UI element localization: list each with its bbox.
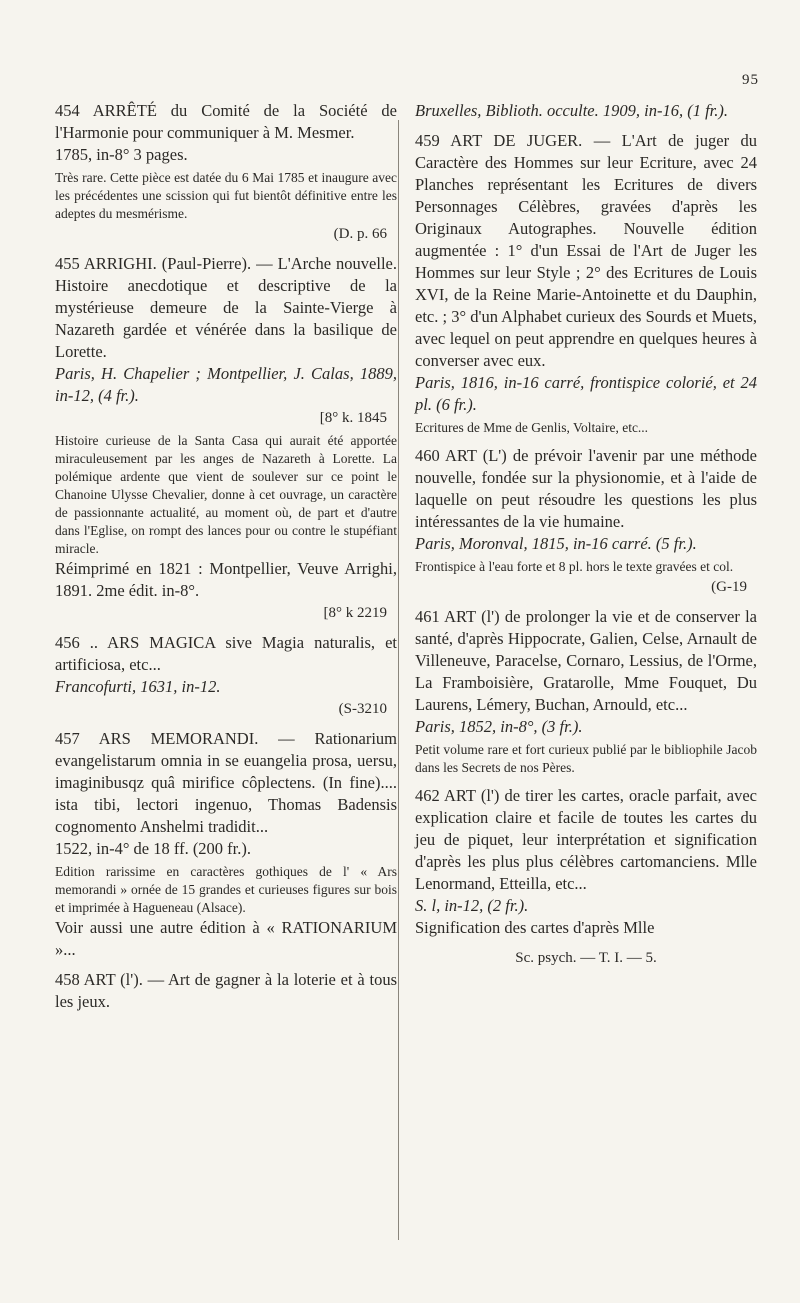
entry-460 xyxy=(415,445,757,598)
entry-number: 457 xyxy=(55,729,80,748)
column-divider xyxy=(398,120,399,1240)
right-column xyxy=(415,100,757,984)
entry-454 xyxy=(55,100,397,245)
entry-title: ARRIGHI. (Paul-Pierre). — L'Arche nouvelle. Histoire anecdotique et descriptive de la mystérieuse demeure de la Sainte-Vierge à Nazareth gardée et vénérée dans la basilique de Lorette. xyxy=(55,254,397,361)
entry-imprint: 1785, in-8° 3 pages. xyxy=(55,145,188,164)
entry-title: ART (L') de prévoir l'avenir par une méthode nouvelle, fondée sur la physionomie, et à l'aide de laquelle on peut résoudre les questions les plus intéressantes de la vie humaine. xyxy=(415,446,758,531)
entry-title: ARRÊTÉ du Comité de la Société de l'Harmonie pour communiquer à M. Mesmer. xyxy=(55,101,397,142)
entry-459 xyxy=(415,130,757,437)
entry-imprint: Paris, Moronval, 1815, in-16 carré. (5 fr.). xyxy=(415,534,697,553)
entry-continued-text: Signification des cartes d'après Mlle xyxy=(415,918,655,937)
entry-reprint: Réimprimé en 1821 : Montpellier, Veuve Arrighi, 1891. 2me édit. in-8°. xyxy=(55,559,397,600)
entry-number: 460 xyxy=(415,446,440,465)
entry-note: Petit volume rare et fort curieux publié par le bibliophile Jacob dans les Secrets de nos Pères. xyxy=(415,742,757,775)
entry-number: 462 xyxy=(415,786,440,805)
entry-imprint: Paris, H. Chapelier ; Montpellier, J. Calas, 1889, in-12, (4 fr.). xyxy=(55,364,397,405)
page-number: 95 xyxy=(742,72,759,88)
entry-456 xyxy=(55,632,397,720)
entry-note: Histoire curieuse de la Santa Casa qui aurait été apportée miraculeusement par les anges de Nazareth à Lorette. La polémique ardente que vient de soulever sur ce point le Chanoine Ulysse Chevalier, donne à cet ouvrage, un caractère de passionnante actualité, au moment où, de part et d'autre dans l'Eglise, on rompt des lances pour ou contre le stupéfiant miracle. xyxy=(55,433,397,556)
entry-number: 458 xyxy=(55,970,80,989)
entry-number: 456 xyxy=(55,633,80,652)
entry-reference: (S-3210 xyxy=(338,701,387,717)
entry-number: 459 xyxy=(415,131,440,150)
entry-note: Très rare. Cette pièce est datée du 6 Mai 1785 et inaugure avec les précédentes une scission qui fut bientôt définitive entre les adeptes du mesmérisme. xyxy=(55,170,397,221)
entry-reference: (D. p. 66 xyxy=(333,226,387,242)
entry-462 xyxy=(415,785,757,939)
entry-imprint: Bruxelles, Biblioth. occulte. 1909, in-16, (1 fr.). xyxy=(415,101,728,120)
entry-461 xyxy=(415,606,757,777)
entry-455 xyxy=(55,253,397,624)
entry-title: ARS MEMORANDI. — Rationarium evangelistarum omnia in se euangelia prosa, uersu, imaginibusqz quâ mirifice côplectens. (In fine).... ista tibi, lectori ingenuo, Thomas Badensis cognomento Anshelmi tradidit... xyxy=(55,729,397,836)
entry-imprint: Paris, 1852, in-8°, (3 fr.). xyxy=(415,717,583,736)
entry-note: Frontispice à l'eau forte et 8 pl. hors le texte gravées et col. xyxy=(415,559,734,574)
entry-note: Ecritures de Mme de Genlis, Voltaire, etc... xyxy=(415,420,649,435)
entry-reference: (G-19 xyxy=(711,579,747,595)
entry-reference: [8° k. 1845 xyxy=(319,410,387,426)
entry-number: 455 xyxy=(55,254,80,273)
entry-imprint: 1522, in-4° de 18 ff. (200 fr.). xyxy=(55,839,252,858)
left-column xyxy=(55,100,397,1021)
entry-imprint: Paris, 1816, in-16 carré, frontispice colorié, et 24 pl. (6 fr.). xyxy=(415,373,757,414)
entry-imprint: S. l, in-12, (2 fr.). xyxy=(415,896,529,915)
entry-reference: [8° k 2219 xyxy=(323,605,387,621)
printer-signature: Sc. psych. — T. I. — 5. xyxy=(515,950,657,966)
entry-number: 454 xyxy=(55,101,80,120)
entry-title: ART (l') de prolonger la vie et de conserver la santé, d'après Hippocrate, Galien, Celse, Arnault de Villeneuve, Paracelse, Cornaro, Lessius, de l'Orme, La Framboisière, Gratarolle, Mme Fouquet, Du Laurens, Lémery, Buchan, Arnould, etc... xyxy=(415,607,757,714)
entry-see-also: Voir aussi une autre édition à « RATIONARIUM »... xyxy=(55,918,397,959)
entry-imprint: Francofurti, 1631, in-12. xyxy=(55,677,221,696)
entry-title: ART (l') de tirer les cartes, oracle parfait, avec explication claire et facile de toutes les cartes du jeu de piquet, leur interprétation et signification d'après les plus plus célèbres cartomanciens. Mlle Lenormand, Etteilla, etc... xyxy=(415,786,758,893)
entry-title: ART DE JUGER. — L'Art de juger du Caractère des Hommes sur leur Ecriture, avec 24 Planches représentant les Ecritures de divers Personnages Célèbres, gravées d'après les Originaux Autographes. Nouvelle édition augmentée : 1° d'un Essai de l'Art de Juger les Hommes sur leur Style ; 2° des Ecritures de Louis XVI, de la Reine Marie-Antoinette et du Dauphin, etc. ; 3° d'un Alphabet curieux des Sourds et Muets, avec lequel on peut apprendre en quelques heures à converser avec eux. xyxy=(415,131,757,370)
entry-457 xyxy=(55,728,397,961)
entry-note: Edition rarissime en caractères gothiques de l' « Ars memorandi » ornée de 15 grandes et curieuses figures sur bois et imprimée à Hagueneau (Alsace). xyxy=(55,864,397,915)
entry-title: .. ARS MAGICA sive Magia naturalis, et artificiosa, etc... xyxy=(55,633,397,674)
entry-number: 461 xyxy=(415,607,440,626)
entry-458-continuation xyxy=(415,100,757,122)
entry-title: ART (l'). — Art de gagner à la loterie et à tous les jeux. xyxy=(55,970,397,1011)
entry-458 xyxy=(55,969,397,1013)
